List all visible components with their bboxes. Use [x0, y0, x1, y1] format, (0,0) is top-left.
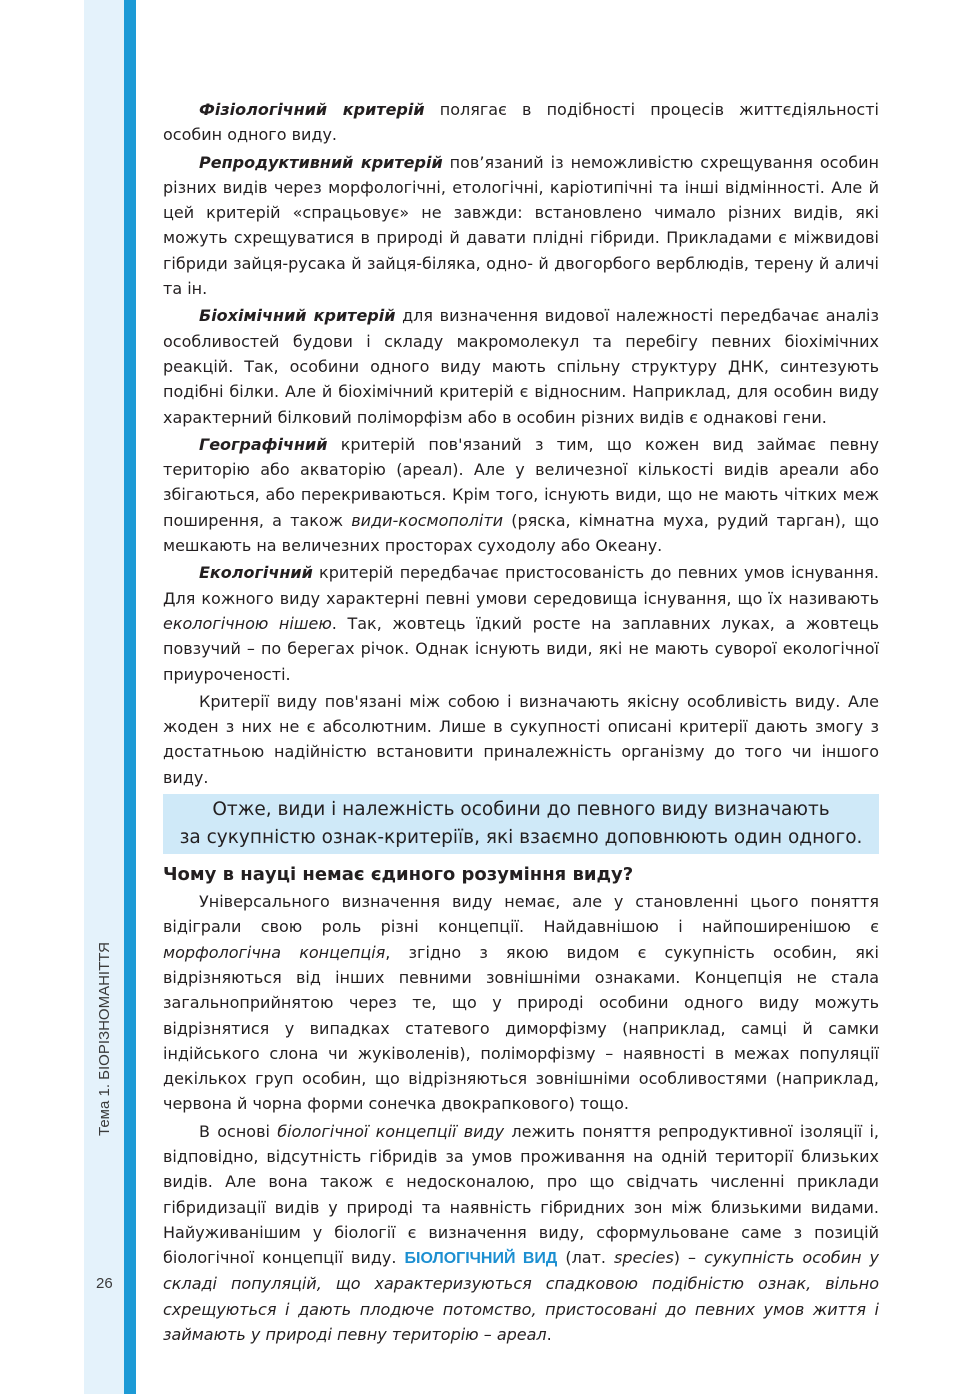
term: Екологічний: [199, 563, 313, 583]
conclusion-line: за сукупністю ознак-критеріїв, які взаємно доповнюють один одного.: [179, 826, 863, 848]
paragraph-reproductive: [163, 150, 879, 302]
text: пов’язаний із неможливістю схрещування особин різних видів через морфологічні, етологічні, каріотипічні та інші відмінності. Але й цей критерій «спрацьовує» не завжди: встановлено чимало різних видів, які можуть схрещуватися в природі й давати плідні гібриди. Прикладами є міжвидові гібриди зайця-русака й зайця-біляка, одно- й двогорбого верблюдів, терену й аличі та ін.: [163, 152, 879, 299]
section-heading: Чому в науці немає єдиного розуміння виду?: [163, 864, 634, 886]
italic-text: види-космополіти: [351, 510, 504, 530]
paragraph-geographic: [163, 432, 879, 558]
italic-text: морфологічна концепція: [163, 942, 386, 962]
paragraph-biological-concept: [163, 1119, 879, 1348]
term: Біохімічний критерій: [199, 306, 396, 326]
text: , згідно з якою видом є сукупність особин, які відрізняються від інших певними зовнішніми ознаками. Концепція не стала загальноприйнятою через те, що у природі особини одного виду можуть відрізнятися у випадках статевого диморфізму (наприклад, самці й самки індійського слона чи жуківоленів), поліморфізму – наявності в межах популяції декількох груп особин, що відрізняються зовнішніми особливостями (наприклад, червона й чорна форми сонечка двокрапкового) тощо.: [163, 942, 880, 1114]
keyword-biological-species: БІОЛОГІЧНИЙ ВИД: [404, 1250, 558, 1268]
content: [163, 97, 879, 1349]
margin-strip-light: [84, 0, 124, 1394]
term: Репродуктивний критерій: [199, 152, 443, 172]
page-number: 26: [96, 1275, 113, 1292]
side-title: Тема 1. БІОРІЗНОМАНІТТЯ: [96, 942, 113, 1136]
paragraph-criteria-summary: Критерії виду пов'язані між собою і визначають якісну особливість виду. Але жоден з них не є абсолютним. Лише в сукупності описані критерії дають змогу з достатньою надійністю встановити приналежність організму до того чи іншого виду.: [163, 691, 879, 787]
text: полягає в подібності процесів життєдіяльності особин одного виду.: [163, 100, 879, 145]
text: критерій пов'язаний з тим, що кожен вид займає певну територію або акваторію (ареал). Але у величезної кількості видів ареали або збігаються, або перекриваються. Крім того, існують види, що не мають чітких меж поширення, а також: [163, 434, 879, 530]
text: ) –: [673, 1248, 705, 1268]
text: лежить поняття репродуктивної ізоляції і, відповідно, відсутність гібридів за умов проживання на одній території близьких видів. Але вона також є недосконалою, про що свідчать численні приклади гібридизації видів у природі та наявність гібридних зон між близькими видами. Найуживанішим у біології є визначення виду, сформульоване саме з позицій біологічної концепції виду.: [163, 1121, 880, 1268]
italic-text: біологічної концепції виду: [277, 1121, 505, 1141]
text: критерій передбачає пристосованість до певних умов існування. Для кожного виду характерні певні умови середовища існування, що їх називають: [163, 563, 879, 608]
paragraph-biochemical: [163, 303, 879, 429]
italic-text: екологічною нішею: [163, 613, 332, 633]
paragraph-ecological: [163, 560, 879, 686]
text: В основі: [199, 1121, 278, 1141]
paragraph-morphological-concept: [163, 889, 879, 1117]
text: (ряска, кімнатна муха, рудий тарган), що мешкають на величезних просторах суходолу або Океану.: [163, 510, 879, 556]
text: Універсального визначення виду немає, але у становленні цього поняття відіграли свою роль різні концепції. Найдавнішою і найпоширенішою є: [163, 892, 879, 937]
text: для визначення видової належності передбачає аналіз особливостей будови і складу макромолекул та перебігу певних біохімічних реакцій. Так, особини одного виду мають спільну структуру ДНК, синтезують подібні білки. Але й біохімічний критерій є відносним. Наприклад, для особин виду характерний білковий поліморфізм або в особин різних видів є однакові гени.: [163, 306, 880, 427]
conclusion-box: [163, 794, 879, 854]
conclusion-line: Отже, види і належність особини до певного виду визначають: [212, 799, 830, 821]
text: .: [546, 1325, 552, 1345]
term: Географічний: [199, 434, 328, 454]
paragraph-physiological: [163, 97, 879, 148]
definition: сукупність особин у складі популяцій, що характеризуються спадковою подібністю ознак, вільно схрещуються і дають плодюче потомство, пристосовані до певних умов життя і займають у природі певну територію – ареал: [163, 1248, 879, 1345]
text: . Так, жовтець їдкий росте на заплавних луках, а жовтець повзучий – по берегах річок. Однак існують види, які не мають суворої екологічної приуроченості.: [163, 613, 880, 684]
latin-term: species: [614, 1248, 674, 1268]
text: (лат.: [557, 1248, 615, 1268]
margin-strip-blue: [124, 0, 136, 1394]
term: Фізіологічний критерій: [199, 100, 425, 119]
